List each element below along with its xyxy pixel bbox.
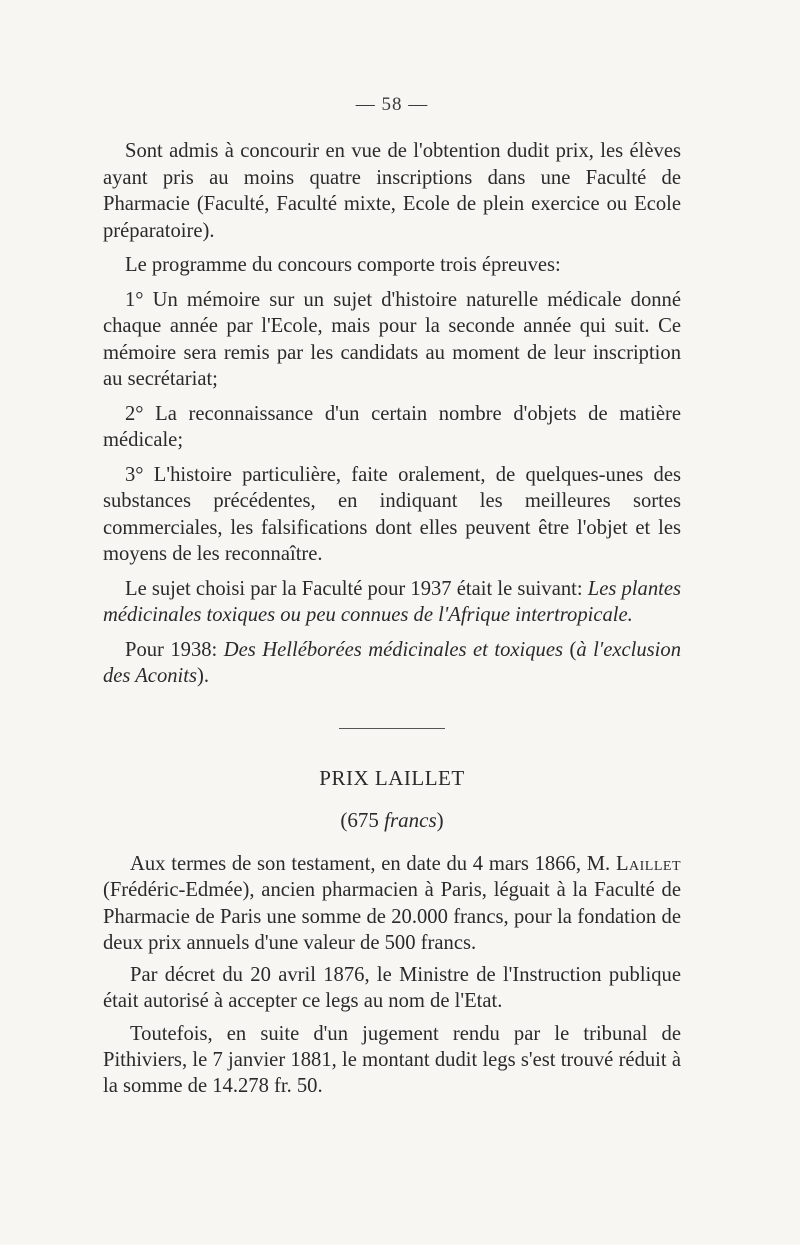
paragraph-testament [103,851,681,956]
paragraph-program: Le programme du concours comporte trois épreuves: [125,254,561,276]
section-divider [339,728,445,729]
subject-1938-paren-close: ). [197,665,210,687]
subject-1938-exclusion: à l'exclusion des Aconits [103,638,681,687]
subject-1937-title: Les plantes médicinales toxiques ou peu connues de l'Afrique intertropicale. [103,577,682,626]
paragraph-decree: Par décret du 20 avril 1876, le Ministre de l'Instruction publique était autorisé à accepter ce legs au nom de l'Etat. [103,964,681,1013]
testament-text-a: Aux termes de son testament, en date du 4 mars 1866, M. [130,853,616,875]
paragraph-test-3: 3° L'histoire particulière, faite oralement, de quelques-unes des substances précédentes, en indiquant les meilleures sortes commerciales, les falsifications dont elles peuvent être l'objet et les moyens de les reconnaître. [103,463,681,565]
paragraph-subject-1938 [103,637,681,690]
paragraph-test-1: 1° Un mémoire sur un sujet d'histoire naturelle médicale donné chaque année par l'Ecole, mais pour la seconde année qui suit. Ce mémoire sera remis par les candidats au moment de leur inscription au secrétariat; [103,288,681,390]
section-title: PRIX LAILLET [319,766,465,790]
subtitle-unit: francs [384,808,437,832]
subject-1938-prefix: Pour 1938: [125,638,224,661]
paragraph-test-2: 2° La reconnaissance d'un certain nombre d'objets de matière médicale; [103,402,681,451]
subject-1937-prefix: Le sujet choisi par la Faculté pour 1937 était le suivant: [125,577,588,600]
body-section-1 [103,138,681,698]
subtitle-amount: (675 [340,808,385,832]
subject-1938-paren-open: ( [563,638,577,661]
paragraph-judgment: Toutefois, en suite d'un jugement rendu par le tribunal de Pithiviers, le 7 janvier 1881, le montant dudit legs s'est trouvé réduit à la somme de 14.278 fr. 50. [103,1022,681,1098]
subtitle-close: ) [436,808,444,832]
section-subtitle [103,808,681,833]
page-number: — 58 — [355,94,429,115]
body-section-2 [103,851,681,1106]
subject-1938-title: Des Helléborées médicinales et toxiques [223,638,563,661]
testator-name: Laillet [615,853,681,875]
testament-text-b: (Frédéric-Edmée), ancien pharmacien à Paris, léguait à la Faculté de Pharmacie de Paris une somme de 20.000 francs, pour la fondation de deux prix annuels d'une valeur de 500 francs. [103,879,681,954]
paragraph-eligibility: Sont admis à concourir en vue de l'obtention dudit prix, les élèves ayant pris au moins quatre inscriptions dans une Faculté de Pharmacie (Faculté, Faculté mixte, Ecole de plein exercice ou Ecole préparatoire). [103,140,681,242]
paragraph-subject-1937 [103,576,681,629]
